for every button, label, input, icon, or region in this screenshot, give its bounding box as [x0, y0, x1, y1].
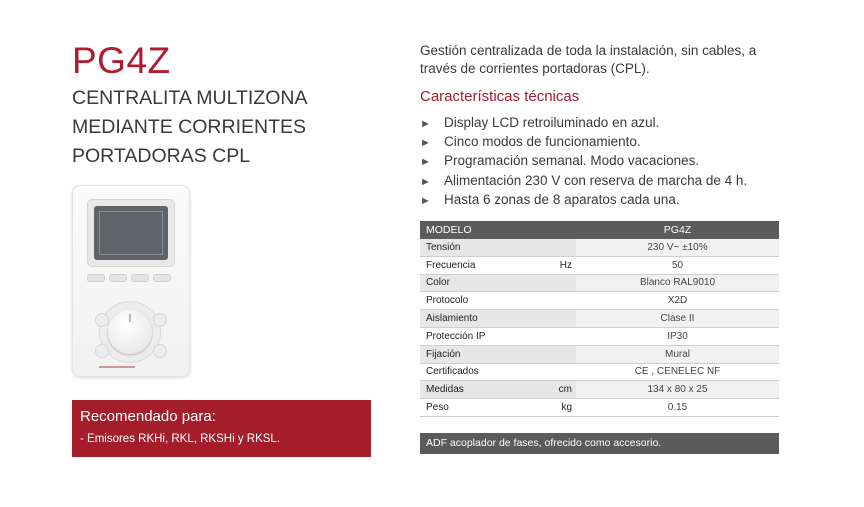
- spec-unit: [548, 292, 576, 310]
- spec-label: Tensión: [420, 239, 548, 256]
- lcd-frame: [87, 199, 175, 267]
- thermostat-image: [70, 185, 190, 377]
- table-row: [420, 345, 779, 363]
- spec-unit: Hz: [548, 256, 576, 274]
- spec-value: 134 x 80 x 25: [576, 381, 779, 399]
- spec-value: Clase II: [576, 310, 779, 328]
- spec-header-row: [420, 221, 779, 239]
- spec-value: 0.15: [576, 399, 779, 417]
- spec-unit: [548, 274, 576, 292]
- feature-text: Cinco modos de funcionamiento.: [444, 134, 641, 150]
- feature-item: [420, 152, 747, 171]
- intro-line: través de corrientes portadoras (CPL).: [420, 60, 650, 76]
- table-row: [420, 292, 779, 310]
- feature-text: Alimentación 230 V con reserva de marcha de 4 h.: [444, 172, 748, 188]
- spec-label: Medidas: [420, 381, 548, 399]
- feature-list: [420, 114, 747, 210]
- subtitle-line: MEDIANTE CORRIENTES: [72, 116, 307, 138]
- spec-header-label: MODELO: [420, 221, 576, 239]
- product-model: PG4Z: [72, 40, 171, 81]
- spec-header-value: PG4Z: [576, 221, 779, 239]
- table-row: [420, 239, 779, 256]
- recommended-box: [72, 400, 371, 457]
- feature-item: [420, 191, 747, 210]
- spec-label: Color: [420, 274, 548, 292]
- bullet-arrow-icon: ►: [420, 194, 431, 207]
- spec-unit: [548, 345, 576, 363]
- spec-label: Protocolo: [420, 292, 548, 310]
- table-row: [420, 256, 779, 274]
- table-row: [420, 310, 779, 328]
- recommended-title: Recomendado para:: [80, 408, 216, 425]
- feature-item: [420, 172, 747, 191]
- accessory-note: ADF acoplador de fases, ofrecido como accesorio.: [426, 437, 662, 449]
- spec-value: CE , CENELEC NF: [576, 363, 779, 381]
- feature-text: Hasta 6 zonas de 8 aparatos cada una.: [444, 191, 680, 207]
- device-housing: [72, 185, 190, 377]
- spec-label: Aislamiento: [420, 310, 548, 328]
- lcd-display: [94, 206, 168, 260]
- spec-table: [420, 221, 779, 417]
- product-subtitle: [72, 84, 307, 171]
- spec-label: Peso: [420, 399, 548, 417]
- table-row: [420, 381, 779, 399]
- bullet-arrow-icon: ►: [420, 156, 431, 169]
- spec-value: 230 V~ ±10%: [576, 239, 779, 256]
- feature-item: [420, 133, 747, 152]
- side-button: [95, 344, 109, 358]
- recommended-item: - Emisores RKHi, RKL, RKSHi y RKSL.: [80, 433, 281, 445]
- spec-value: Blanco RAL9010: [576, 274, 779, 292]
- bullet-arrow-icon: ►: [420, 137, 431, 150]
- spec-value: X2D: [576, 292, 779, 310]
- spec-value: IP30: [576, 327, 779, 345]
- feature-text: Display LCD retroiluminado en azul.: [444, 115, 660, 130]
- table-row: [420, 399, 779, 417]
- feature-item: [420, 114, 747, 133]
- spec-label: Certificados: [420, 363, 548, 381]
- table-row: [420, 274, 779, 292]
- spec-label: Frecuencia: [420, 256, 548, 274]
- spec-unit: [548, 327, 576, 345]
- spec-label: Fijación: [420, 345, 548, 363]
- table-row: [420, 327, 779, 345]
- spec-unit: [548, 310, 576, 328]
- spec-unit: [548, 363, 576, 381]
- spec-label: Protección IP: [420, 327, 548, 345]
- side-button: [95, 313, 109, 327]
- spec-value: Mural: [576, 345, 779, 363]
- device-logo: [99, 366, 135, 368]
- spec-unit: kg: [548, 399, 576, 417]
- table-row: [420, 363, 779, 381]
- subtitle-line: PORTADORAS CPL: [72, 145, 251, 167]
- side-button: [153, 344, 167, 358]
- bullet-arrow-icon: ►: [420, 118, 431, 130]
- characteristics-title: Características técnicas: [420, 88, 580, 105]
- feature-text: Programación semanal. Modo vacaciones.: [444, 153, 700, 169]
- spec-unit: [548, 239, 576, 256]
- side-button: [153, 313, 167, 327]
- device-buttons: [87, 274, 171, 282]
- dial-knob: [108, 310, 152, 354]
- accessory-note-bar: [420, 433, 779, 454]
- intro-line: Gestión centralizada de toda la instalación, sin cables, a: [420, 43, 757, 58]
- spec-value: 50: [576, 256, 779, 274]
- intro-text: [420, 42, 800, 77]
- spec-unit: cm: [548, 381, 576, 399]
- bullet-arrow-icon: ►: [420, 175, 431, 188]
- subtitle-line: CENTRALITA MULTIZONA: [72, 87, 308, 109]
